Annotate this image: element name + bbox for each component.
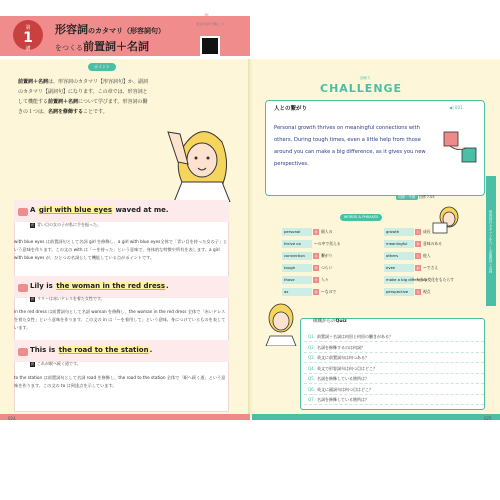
vocab-word: perspective xyxy=(384,288,414,296)
translation-mark: 訳 xyxy=(30,297,34,301)
side-tab: 形容詞のカタマリをつくる前置詞＋名詞 xyxy=(486,176,496,306)
quiz-question xyxy=(308,334,393,340)
vocab-word: connection xyxy=(282,252,312,260)
vocab-pos: 形 xyxy=(314,266,318,270)
quiz-text: 名詞を修飾している箇所は？ xyxy=(316,376,369,381)
lesson-badge-bottom: 講 xyxy=(25,46,31,52)
example-explanation-2: in the red dress は前置詞句として名詞 woman を修飾し、the woman in the red dress 全体で「赤いドレスを着た女性」という意味を作ります。この文の in は「〜を着用して」という意味。身につけているものを表しています。 xyxy=(14,309,226,330)
vocab-pos: 名 xyxy=(416,290,420,294)
vocab-pos: 副 xyxy=(416,266,420,270)
vocab-meaning: 他人 xyxy=(423,253,431,258)
vocab-pos: 形 xyxy=(314,230,318,234)
vocab-item xyxy=(282,240,341,248)
vocab-meaning: 〜でさえ xyxy=(423,265,439,270)
quiz-number: Q6. xyxy=(308,386,315,392)
vocab-meaning: 成長 xyxy=(423,229,431,234)
quiz-title xyxy=(313,318,369,330)
quiz-divider xyxy=(304,404,484,405)
vocab-pos: 名 xyxy=(416,230,420,234)
example-en-highlight: the woman in the red dress xyxy=(56,282,166,290)
example-jp-2 xyxy=(30,296,105,302)
reading-title: 人との繋がり xyxy=(274,106,308,112)
example-explanation-3: to the station は前置詞句として名詞 road を修飾し、the road to the station 全体で「駅へ続く道」という意味を作ります。この文の to は到達点を示しています。 xyxy=(14,375,226,388)
quiz-divider xyxy=(304,394,484,395)
lesson-badge-top: 第 xyxy=(25,25,31,31)
challenge-title: CHALLENGE xyxy=(320,82,403,95)
vocab-meaning: 繋がり xyxy=(321,253,333,258)
example-en-3 xyxy=(30,346,152,354)
girl-waving-illustration xyxy=(160,112,240,202)
example-icon xyxy=(18,348,28,356)
quiz-number: Q5. xyxy=(308,376,315,381)
bottom-strip-left xyxy=(0,414,250,420)
vocab-item xyxy=(384,228,431,236)
words-label: WORDS & PHRASES xyxy=(340,214,382,221)
example-en-highlight: girl with blue eyes xyxy=(38,206,112,214)
example-en-post: waved at me. xyxy=(115,206,169,214)
vocab-item xyxy=(384,252,431,260)
example-icon xyxy=(18,284,28,292)
page-title-line2 xyxy=(55,38,149,54)
vocab-word: personal xyxy=(282,228,312,236)
example-en-highlight: the road to the station xyxy=(58,346,149,354)
quiz-question xyxy=(308,376,369,382)
example-explanation-1: with blue eyes は前置詞句として名詞 girl を修飾し、a girl with blue eyes全体で「青い目を持った女の子」という意味を作ります。この文の with は「〜を持った」という意味で、身体的な特徴や所有を表します。a girl with blue eyes が、ひとつの名詞として機能している点がポイントです。 xyxy=(14,239,228,260)
vocab-pos: 形 xyxy=(416,242,420,246)
example-en-post: . xyxy=(166,282,169,290)
vocab-item xyxy=(282,252,332,260)
example-en-pre: Lily is xyxy=(30,282,53,290)
level-tag xyxy=(396,195,482,202)
quiz-title-pre: 組織からの xyxy=(313,319,336,324)
vocab-word: others xyxy=(384,252,414,260)
track-number: 001 xyxy=(454,105,463,110)
quiz-divider xyxy=(304,383,484,384)
vocab-word: as xyxy=(282,288,312,296)
example-icon xyxy=(18,208,28,216)
vocab-word: tough xyxy=(282,264,312,272)
vocab-word: thrive on xyxy=(282,240,312,248)
vocab-pos: 名 xyxy=(416,254,420,258)
intro-bold-3: 名詞を修飾する xyxy=(48,109,84,115)
intro-text-3: ことです。 xyxy=(83,109,108,115)
vocab-meaning: 〜の中で栄える xyxy=(314,241,341,246)
vocab-item xyxy=(282,288,336,296)
title-main: 形容詞 xyxy=(55,23,88,36)
title-bold: 前置詞＋名詞 xyxy=(83,40,149,53)
quiz-number: Q4. xyxy=(308,365,315,371)
example-jp-3 xyxy=(30,361,81,367)
vocab-pos: 代 xyxy=(314,278,318,282)
quiz-number: Q2. xyxy=(308,344,315,350)
example-en-pre: A xyxy=(30,206,36,214)
example-en-pre: This is xyxy=(30,346,56,354)
vocab-meaning: 個人の xyxy=(321,229,333,234)
vocab-item xyxy=(384,288,431,296)
example-jp-text: これが駅へ続く道です。 xyxy=(37,361,81,366)
page-number-right: 025 xyxy=(484,416,492,421)
quiz-question xyxy=(308,355,369,361)
girl-thinking-illustration xyxy=(262,300,300,346)
title-pre: をつくる xyxy=(55,44,83,52)
hands-illustration xyxy=(440,130,480,166)
level-pill: 初級・中級 xyxy=(398,195,416,199)
vocab-item xyxy=(282,264,332,272)
vocab-item xyxy=(384,276,454,284)
vocab-item xyxy=(282,276,329,284)
title-small: のカタマリ（形容詞句） xyxy=(88,27,165,35)
quiz-divider xyxy=(304,352,484,353)
quiz-question xyxy=(308,366,377,372)
vocab-word: meaningful xyxy=(384,240,414,248)
quiz-text: 前置詞＋名詞は何回と何回の働きがある？ xyxy=(316,334,393,339)
audio-icon: ≋ xyxy=(204,12,210,19)
quiz-title-bold: Quiz xyxy=(335,319,347,324)
bottom-strip xyxy=(0,414,500,420)
vocab-meaning: 人々 xyxy=(321,277,329,282)
lesson-badge-number: 1 xyxy=(23,30,33,46)
page-title-line1 xyxy=(55,21,165,37)
translation-mark: 訳 xyxy=(30,362,34,366)
girl-reading-illustration xyxy=(425,205,465,235)
quiz-text: 名詞を修飾している箇所は？ xyxy=(316,397,369,402)
level-text: 目標 7.03 xyxy=(418,195,435,199)
quiz-question xyxy=(308,387,373,393)
quiz-number: Q3. xyxy=(308,355,315,360)
quiz-text: 英文に前置詞句は何つある？ xyxy=(316,355,369,360)
vocab-meaning: つらい xyxy=(321,265,333,270)
intro-bold-1: 前置詞＋名詞 xyxy=(18,79,49,85)
reading-passage: Personal growth thrives on meaningful connections with others. During tough times, even a little help from those around you can make a big difference, as it gives you new perspectives. xyxy=(274,125,426,167)
challenge-small-label: 読解力 xyxy=(360,76,371,80)
quiz-divider xyxy=(304,341,484,342)
vocab-meaning: 〜なので xyxy=(321,289,337,294)
quiz-question xyxy=(308,345,365,351)
intro-bold-2: 前置詞＋名詞 xyxy=(48,99,79,105)
quiz-divider xyxy=(304,373,484,374)
quiz-text: 英文に副詞句は何つ目はどこ？ xyxy=(316,386,373,392)
intro-text xyxy=(18,77,150,117)
example-en-2 xyxy=(30,282,169,290)
vocab-item xyxy=(384,264,438,272)
point-label: ポイント xyxy=(88,63,116,71)
quiz-text: 名詞を修飾するのは何詞？ xyxy=(316,344,365,350)
vocab-pos: 名 xyxy=(314,254,318,258)
translation-mark: 訳 xyxy=(30,223,34,227)
quiz-number: Q7. xyxy=(308,397,315,402)
audio-track[interactable] xyxy=(449,105,463,110)
example-jp-1 xyxy=(30,222,101,228)
example-en-1 xyxy=(30,206,169,214)
speaker-icon: ◀) xyxy=(449,105,455,110)
lesson-badge xyxy=(13,20,43,50)
vocab-pos: 接 xyxy=(314,290,318,294)
quiz-text: 英文で形容詞句は何つ目はどこ？ xyxy=(316,365,377,371)
bottom-strip-right xyxy=(252,414,500,420)
quiz-number: Q1. xyxy=(308,334,315,339)
example-en-post: . xyxy=(149,346,153,354)
example-jp-text: リリーは赤いドレスを着た女性です。 xyxy=(37,296,105,301)
vocab-word: those xyxy=(282,276,312,284)
vocab-item xyxy=(282,228,332,236)
intro-text-1: は、形容詞のカタマリ【形容詞句】か、副詞のカタマリ【副詞句】になります。この章では、形容詞として機能する xyxy=(18,79,149,105)
qr-code[interactable] xyxy=(200,36,220,56)
vocab-word: make a big difference xyxy=(386,277,428,282)
vocab-word: even xyxy=(384,264,414,272)
vocab-item xyxy=(384,240,442,248)
intro-text-2: について学びます。形容詞の働きの１つは、 xyxy=(18,99,148,115)
vocab-meaning: 視点 xyxy=(423,289,431,294)
quiz-divider xyxy=(304,362,484,363)
vocab-meaning: 大きな変化をもたらす xyxy=(416,277,454,282)
vocab-word: growth xyxy=(384,228,414,236)
quiz-question xyxy=(308,397,369,403)
page-number-left: 024 xyxy=(8,416,16,421)
example-jp-text: 青い目の女の子が私に手を振った。 xyxy=(37,222,101,227)
listen-label: 英文を音声で聴こう！ xyxy=(196,22,227,26)
vocab-meaning: 意味のある xyxy=(423,241,442,246)
